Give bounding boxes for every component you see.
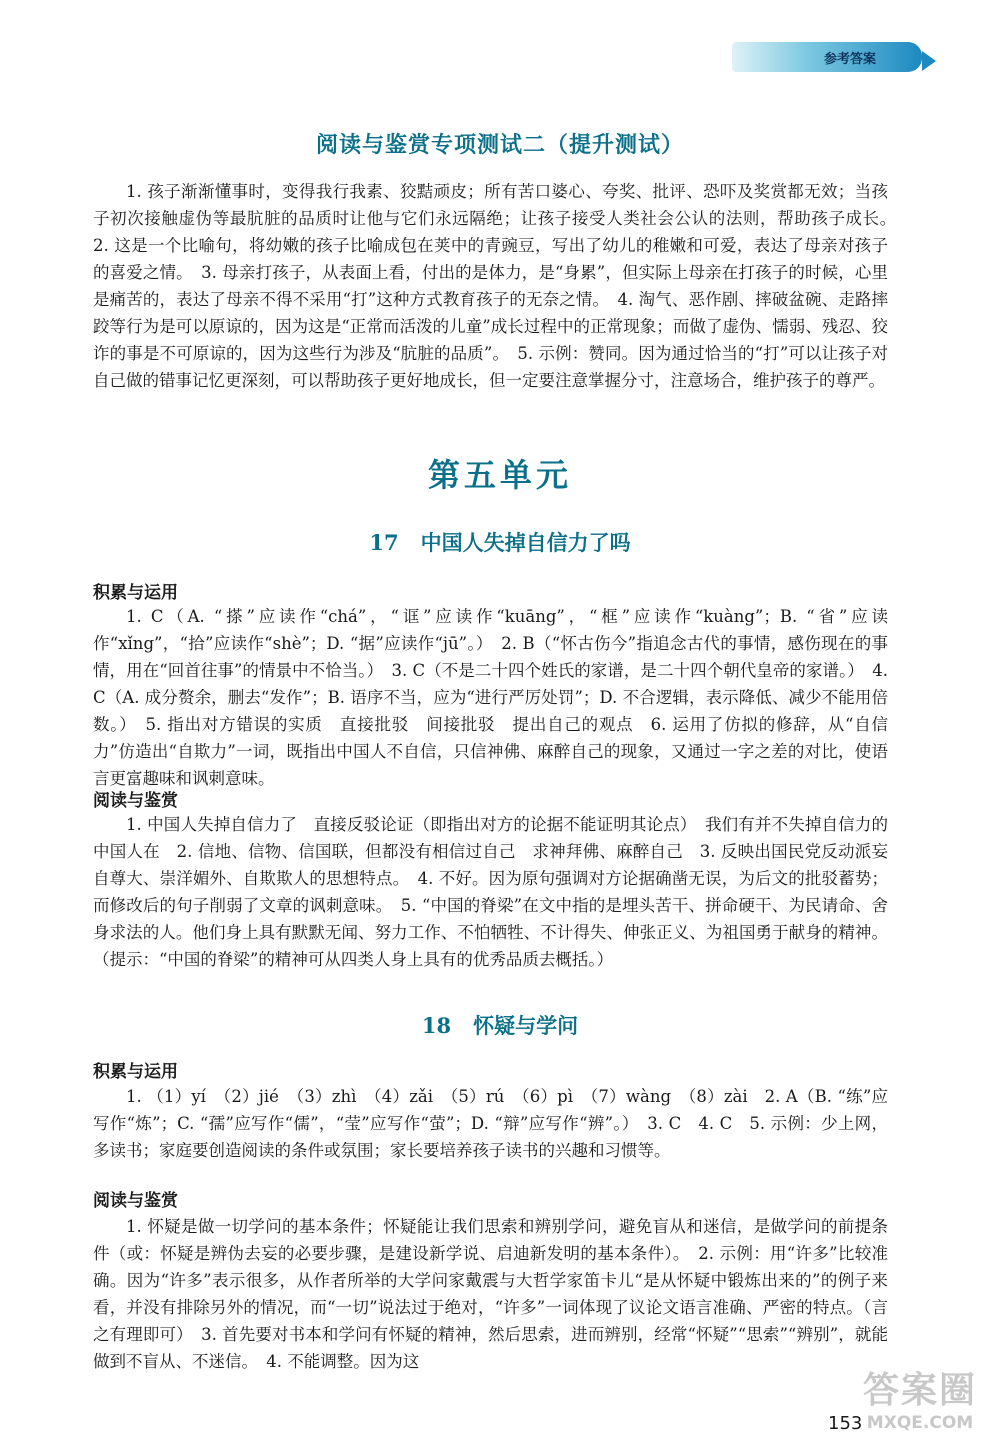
lesson-18-title [0, 1010, 1000, 1040]
lesson-18-accumulate-label: 积累与运用 [93, 1062, 178, 1082]
section-test-title: 阅读与鉴赏专项测试二（提升测试） [315, 132, 684, 158]
corner-tab-label: 参考答案 [824, 52, 877, 67]
lesson-17-reading-text: 1. 中国人失掉自信力了 直接反驳论证（即指出对方的论据不能证明其论点） 我们有并不失掉自信力的中国人在 2. 信地、信物、信国联，但都没有相信过自己 求神拜佛、麻醉自己 3. 反映出国民党反动派妄自尊大、崇洋媚外、自欺欺人的思想特点。 4. 不好。因为原句强调对方论据确凿无误，为后文的批驳蓄势；而修改后的句子削弱了文章的讽刺意味。 5. “中国的脊梁”在文中指的是埋头苦干、拼命硬干、为民请命、舍身求法的人。他们身上具有默默无闻、努力工作、不怕牺牲、不计得失、伸张正义、为祖国勇于献身的精神。（提示：“中国的脊梁”的精神可从四类人身上具有的优秀品质去概括。） [93, 815, 888, 969]
lesson-17-reading-label: 阅读与鉴赏 [93, 791, 178, 811]
lesson-18-accumulate-text: 1. （1）yí （2）jié （3）zhì （4）zǎi （5）rú （6）pì （7）wàng （8）zài 2. A（B. “练”应写作“炼”；C. “孺”应写作“儒”，“莹”应写作“萤”；D. “辩”应写作“辨”。） 3. C 4. C 5. 示例：少上网，多读书；家庭要创造阅读的条件或氛围；家长要培养孩子读书的兴趣和习惯等。 [93, 1087, 888, 1160]
unit-title: 第五单元 [427, 456, 572, 494]
page-number: 153 [828, 1413, 863, 1434]
lesson-17-number: 17 [369, 530, 399, 555]
lesson-18-name: 怀疑与学问 [473, 1013, 579, 1038]
lesson-17-accumulate-label: 积累与运用 [93, 583, 178, 603]
lesson-18-reading-label: 阅读与鉴赏 [93, 1191, 178, 1211]
lesson-18-number: 18 [421, 1013, 452, 1038]
watermark [850, 1362, 990, 1433]
section-test-paragraph: 1. 孩子渐渐懂事时，变得我行我素、狡黠顽皮；所有苦口婆心、夸奖、批评、恐吓及奖赏都无效；当孩子初次接触虚伪等最肮脏的品质时让他与它们永远隔绝；让孩子接受人类社会公认的法则，帮助孩子成长。 2. 这是一个比喻句，将幼嫩的孩子比喻成包在荚中的青豌豆，写出了幼儿的稚嫩和可爱，表达了母亲对孩子的喜爱之情。 3. 母亲打孩子，从表面上看，付出的是体力，是“身累”，但实际上母亲在打孩子的时候，心里是痛苦的，表达了母亲不得不采用“打”这种方式教育孩子的无奈之情。 4. 淘气、恶作剧、摔破盆碗、走路摔跤等行为是可以原谅的，因为这是“正常而活泼的儿童”成长过程中的正常现象；而做了虚伪、懦弱、残忍、狡诈的事是不可原谅的，因为这些行为涉及“肮脏的品质”。 5. 示例：赞同。因为通过恰当的“打”可以让孩子对自己做的错事记忆更深刻，可以帮助孩子更好地成长，但一定要注意掌握分寸，注意场合，维护孩子的尊严。 [93, 182, 905, 390]
lesson-18-reading-text: 1. 怀疑是做一切学问的基本条件；怀疑能让我们思索和辨别学问，避免盲从和迷信，是做学问的前提条件（或：怀疑是辨伪去妄的必要步骤，是建设新学说、启迪新发明的基本条件）。 2. 示例：用“许多”比较准确。因为“许多”表示很多，从作者所举的大学问家戴震与大哲学家笛卡儿“是从怀疑中锻炼出来的”的例子来看，并没有排除另外的情况，而“一切”说法过于绝对，“许多”一词体现了议论文语言准确、严密的特点。（言之有理即可） 3. 首先要对书本和学问有怀疑的精神，然后思索，进而辨别，经常“怀疑”“思索”“辨别”，就能做到不盲从、不迷信。 4. 不能调整。因为这 [93, 1217, 888, 1371]
watermark-url: MXQE.COM [866, 1413, 974, 1433]
lesson-17-accumulate-text: 1. C（A. “搽”应读作“chá”，“诓”应读作“kuāng”，“框”应读作“kuàng”；B. “省”应读作“xǐng”，“拾”应读作“shè”；D. “据”应读作“jū”。） 2. B（“怀古伤今”指追念古代的事情，感伤现在的事情，用在“回首往事”的情景中不恰当。） 3. C（不是二十四个姓氏的家谱，是二十四个朝代皇帝的家谱。） 4. C（A. 成分赘余，删去“发作”；B. 语序不当，应为“进行严厉处罚”；D. 不合逻辑，表示降低、减少不能用倍数。） 5. 指出对方错误的实质 直接批驳 间接批驳 提出自己的观点 6. 运用了仿拟的修辞，从“自信力”仿造出“自欺力”一词，既指出中国人不自信，只信神佛、麻醉自己的现象，又通过一字之差的对比，使语言更富趣味和讽刺意味。 [93, 607, 888, 788]
lesson-17-title [0, 527, 1000, 557]
lesson-17-name: 中国人失掉自信力了吗 [420, 530, 631, 555]
watermark-logo: 答案圈 [862, 1370, 977, 1411]
corner-tab [732, 42, 922, 72]
corner-tab-arrow-icon [922, 51, 936, 71]
